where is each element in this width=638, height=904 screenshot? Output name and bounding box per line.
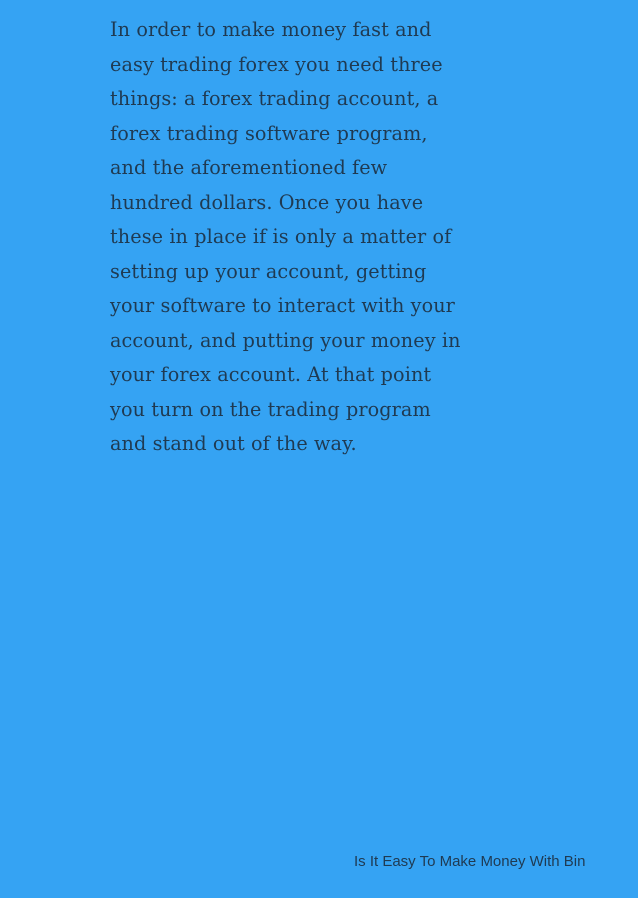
paragraph-line: these in place if is only a matter of — [110, 225, 452, 248]
body-paragraph — [110, 13, 580, 462]
paragraph-line: you turn on the trading program — [110, 397, 431, 421]
paragraph-line: and stand out of the way. — [110, 432, 357, 455]
paragraph-line: your forex account. At that point — [110, 363, 432, 386]
paragraph-line: account, and putting your money in — [110, 328, 461, 352]
page-footer: Is It Easy To Make Money With Bin — [354, 853, 586, 870]
paragraph-line: easy trading forex you need three — [110, 52, 443, 76]
bottom-border — [0, 898, 638, 904]
paragraph-line: setting up your account, getting — [110, 259, 427, 283]
paragraph-line: hundred dollars. Once you have — [110, 190, 424, 214]
paragraph-line: forex trading software program, — [110, 121, 428, 145]
paragraph-line: In order to make money fast and — [110, 18, 432, 41]
paragraph-line: and the aforementioned few — [110, 156, 388, 179]
paragraph-line: things: a forex trading account, a — [110, 87, 439, 110]
paragraph-line: your software to interact with your — [110, 294, 455, 317]
